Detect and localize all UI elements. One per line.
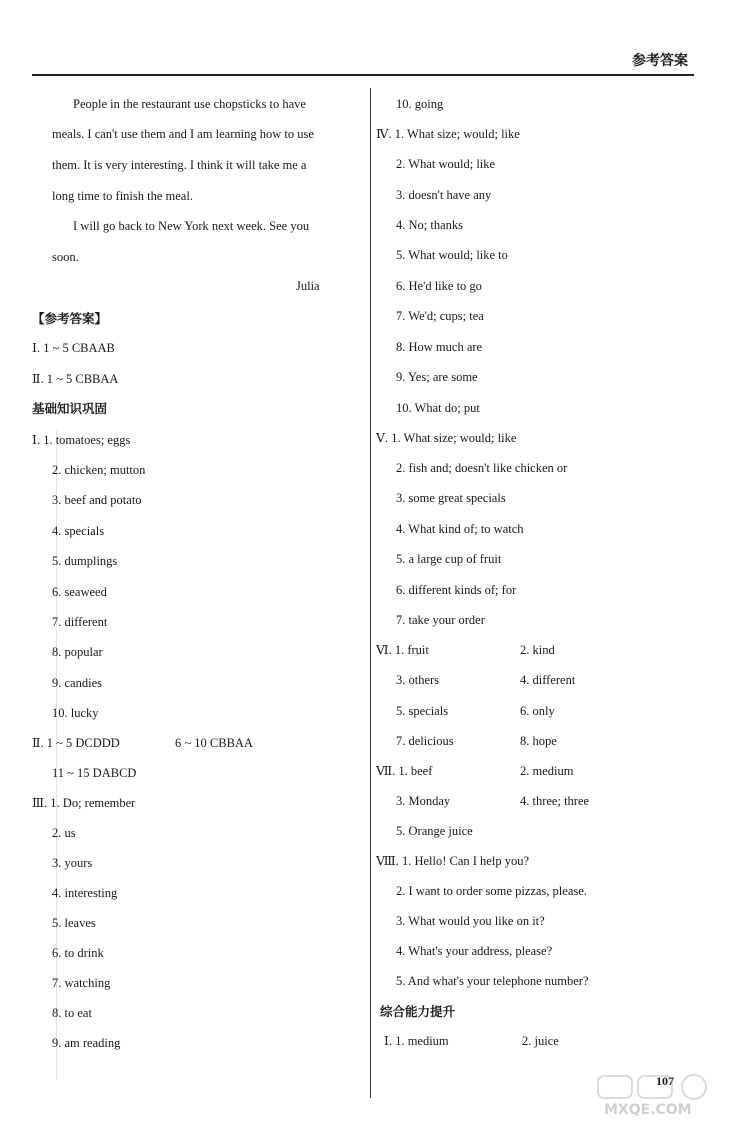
answer-line: 3. Monday — [396, 794, 451, 808]
answer-line: Ⅰ. 1. medium — [384, 1034, 449, 1048]
watermark-logo — [594, 1072, 744, 1120]
answer-line: 5. specials — [396, 704, 449, 718]
answer-line: 4. What's your address, please? — [396, 944, 553, 958]
answer-line: 2. us — [52, 826, 76, 840]
answer-line: 5. And what's your telephone number? — [396, 974, 589, 988]
answer-line: 10. lucky — [52, 706, 99, 720]
answer-line: 2. I want to order some pizzas, please. — [396, 884, 587, 898]
answer-line: 4. specials — [52, 524, 105, 538]
answer-line: 4. different — [520, 673, 576, 687]
answer-line: 7. different — [52, 615, 108, 629]
answer-line: Ⅷ. 1. Hello! Can I help you? — [376, 854, 529, 868]
answer-line: 5. a large cup of fruit — [396, 552, 502, 566]
answer-line: 6. only — [520, 704, 555, 718]
answer-line: 7. watching — [52, 976, 111, 990]
page-header-title: 参考答案 — [632, 53, 688, 69]
answer-line: I will go back to New York next week. See you — [73, 219, 310, 233]
column-divider — [370, 88, 371, 1098]
answer-line: 3. What would you like on it? — [396, 914, 545, 928]
answer-line: long time to finish the meal. — [52, 189, 193, 203]
answer-line: 9. am reading — [52, 1036, 121, 1050]
answer-line: 5. dumplings — [52, 554, 118, 568]
answer-line: 8. to eat — [52, 1006, 92, 1020]
answer-line: soon. — [52, 250, 79, 264]
section-heading: 【参考答案】 — [32, 311, 108, 326]
answer-line: 6. to drink — [52, 946, 104, 960]
answer-line: Ⅰ. 1 ~ 5 CBAAB — [32, 341, 115, 355]
answer-line: 3. beef and potato — [52, 493, 142, 507]
answer-line: 2. medium — [520, 764, 574, 778]
answer-line: 8. hope — [520, 734, 557, 748]
answer-line: 6. seaweed — [52, 585, 107, 599]
section-heading: 基础知识巩固 — [32, 401, 108, 416]
answer-line: 5. What would; like to — [396, 248, 508, 262]
answer-line: 10. going — [396, 97, 444, 111]
answer-line: 4. What kind of; to watch — [396, 522, 524, 536]
answer-line: 9. candies — [52, 676, 102, 690]
answer-line: Julia — [296, 279, 320, 293]
answer-line: 2. chicken; mutton — [52, 463, 146, 477]
answer-line: 5. Orange juice — [396, 824, 473, 838]
answer-line: Ⅵ. 1. fruit — [376, 643, 429, 657]
answer-line: 3. others — [396, 673, 440, 687]
page-number: 107 — [656, 1074, 674, 1088]
answer-line: 5. leaves — [52, 916, 96, 930]
answer-line: 11 ~ 15 DABCD — [52, 766, 137, 780]
answer-line: 3. some great specials — [396, 491, 506, 505]
answer-line: 9. Yes; are some — [396, 370, 478, 384]
answer-line: 10. What do; put — [396, 401, 480, 415]
answer-line: 8. popular — [52, 645, 103, 659]
answer-line: Ⅱ. 1 ~ 5 CBBAA — [32, 372, 119, 386]
answer-line: 4. three; three — [520, 794, 590, 808]
answer-line: 2. kind — [520, 643, 555, 657]
answer-line: 6. different kinds of; for — [396, 583, 517, 597]
answer-line: 2. fish and; doesn't like chicken or — [396, 461, 568, 475]
answer-line: Ⅶ. 1. beef — [376, 764, 433, 778]
answer-line: Ⅱ. 1 ~ 5 DCDDD — [32, 736, 120, 750]
answer-line: 6 ~ 10 CBBAA — [175, 736, 253, 750]
answer-line: Ⅰ. 1. tomatoes; eggs — [32, 433, 131, 447]
answer-line: 4. interesting — [52, 886, 118, 900]
answer-line: 3. yours — [52, 856, 93, 870]
answer-line: meals. I can't use them and I am learning how to use — [52, 127, 314, 141]
answer-line: them. It is very interesting. I think it will take me a — [52, 158, 307, 172]
answer-line: Ⅳ. 1. What size; would; like — [376, 127, 520, 141]
answer-line: 2. juice — [522, 1034, 559, 1048]
answer-line: Ⅴ. 1. What size; would; like — [376, 431, 517, 445]
answer-line: 4. No; thanks — [396, 218, 464, 232]
answer-line: 3. doesn't have any — [396, 188, 492, 202]
header-rule — [32, 74, 694, 76]
watermark-url: MXQE.COM — [604, 1102, 692, 1118]
section-heading: 综合能力提升 — [380, 1004, 456, 1019]
answer-line: 8. How much are — [396, 340, 483, 354]
answer-line: Ⅲ. 1. Do; remember — [32, 796, 136, 810]
answer-line: 7. delicious — [396, 734, 454, 748]
answer-line: People in the restaurant use chopsticks to have — [73, 97, 306, 111]
answer-line: 7. take your order — [396, 613, 485, 627]
answer-line: 2. What would; like — [396, 157, 496, 171]
answer-line: 6. He'd like to go — [396, 279, 482, 293]
answer-line: 7. We'd; cups; tea — [396, 309, 484, 323]
